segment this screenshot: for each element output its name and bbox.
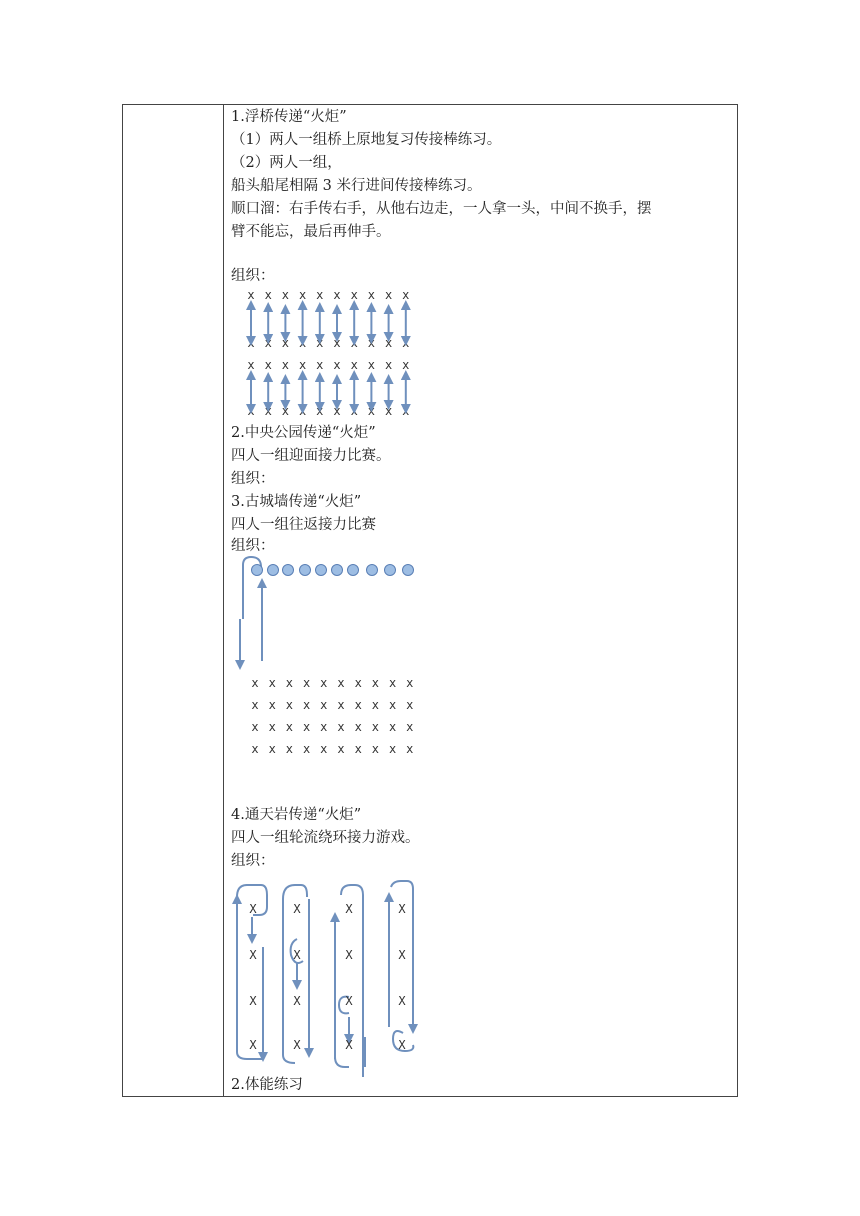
player-marker: x xyxy=(281,358,290,372)
player-marker: x xyxy=(316,404,324,418)
player-marker: x xyxy=(285,698,294,712)
player-marker: X xyxy=(293,948,301,962)
player-marker: x xyxy=(367,336,376,350)
player-marker: x xyxy=(388,676,397,690)
player-marker: x xyxy=(367,358,376,372)
pair-relay-diagram xyxy=(225,289,425,419)
player-marker: X xyxy=(398,948,406,962)
player-marker: x xyxy=(402,336,410,350)
player-marker: x xyxy=(247,336,255,350)
player-marker: x xyxy=(384,404,393,418)
player-marker: x xyxy=(354,742,362,756)
player-marker: x xyxy=(268,720,276,734)
player-marker: x xyxy=(264,358,272,372)
player-marker: X xyxy=(293,902,301,916)
player-marker: x xyxy=(337,742,345,756)
player-marker: x xyxy=(264,404,272,418)
player-marker: x xyxy=(350,404,358,418)
player-marker: X xyxy=(398,902,406,916)
player-marker: x xyxy=(367,288,376,302)
player-marker: x xyxy=(406,742,414,756)
player-marker: x xyxy=(285,742,294,756)
player-marker: x xyxy=(268,698,276,712)
player-marker: X xyxy=(249,902,257,916)
player-marker: x xyxy=(302,676,311,690)
player-marker: x xyxy=(247,404,255,418)
player-marker: x xyxy=(298,358,307,372)
player-marker: X xyxy=(345,994,353,1008)
player-marker: x xyxy=(302,742,311,756)
section2-title: 2.中央公园传递“火炬” xyxy=(231,425,376,441)
player-marker: x xyxy=(268,742,276,756)
player-marker: x xyxy=(354,720,362,734)
cone-marker xyxy=(367,565,378,576)
cone-marker xyxy=(403,565,414,576)
player-marker: x xyxy=(251,676,259,690)
player-marker: X xyxy=(293,994,301,1008)
player-marker: x xyxy=(371,720,380,734)
player-marker: x xyxy=(333,358,341,372)
player-marker: x xyxy=(247,288,255,302)
player-marker: x xyxy=(333,288,341,302)
player-marker: x xyxy=(298,404,307,418)
player-marker: X xyxy=(293,1038,301,1052)
player-marker: x xyxy=(388,742,397,756)
player-marker: x xyxy=(384,288,393,302)
player-marker: x xyxy=(298,336,307,350)
player-marker: x xyxy=(285,720,294,734)
section3-org-label: 组织： xyxy=(231,538,275,554)
player-marker: x xyxy=(371,698,380,712)
player-marker: x xyxy=(251,698,259,712)
player-marker: x xyxy=(333,404,341,418)
cone-marker xyxy=(385,565,396,576)
loop-relay-diagram xyxy=(225,877,445,1072)
player-marker: x xyxy=(251,720,259,734)
section2-org-label: 组织： xyxy=(231,471,275,487)
player-marker: x xyxy=(281,336,290,350)
section4-org-label: 组织： xyxy=(231,853,275,869)
player-marker: X xyxy=(249,994,257,1008)
player-marker: x xyxy=(350,358,358,372)
cone-marker xyxy=(332,565,343,576)
section1-step2a: （2）两人一组， xyxy=(231,155,342,171)
player-marker: X xyxy=(249,1038,257,1052)
player-marker: x xyxy=(406,676,414,690)
cone-marker xyxy=(268,565,279,576)
section1-rhyme-line1: 顺口溜：右手传右手，从他右边走，一人拿一头，中间不换手，摆 xyxy=(231,201,652,217)
player-marker: x xyxy=(406,698,414,712)
cone-marker xyxy=(348,565,359,576)
section1-title: 1.浮桥传递“火炬” xyxy=(231,109,347,125)
column-divider xyxy=(223,105,224,1096)
player-marker: x xyxy=(406,720,414,734)
player-marker: x xyxy=(316,358,324,372)
player-marker: x xyxy=(264,288,272,302)
section1-rhyme-line2: 臂不能忘，最后再伸手。 xyxy=(231,224,391,240)
player-marker: x xyxy=(388,720,397,734)
player-marker: X xyxy=(345,1038,353,1052)
player-marker: x xyxy=(281,288,290,302)
player-marker: x xyxy=(384,336,393,350)
player-marker: x xyxy=(320,676,328,690)
section4-desc: 四人一组轮流绕环接力游戏。 xyxy=(231,830,420,846)
player-marker: x xyxy=(333,336,341,350)
player-marker: x xyxy=(337,676,345,690)
player-marker: x xyxy=(388,698,397,712)
player-marker: x xyxy=(251,742,259,756)
player-marker: x xyxy=(316,288,324,302)
cone-marker xyxy=(316,565,327,576)
player-marker: x xyxy=(371,742,380,756)
shuttle-relay-diagram xyxy=(225,557,445,757)
player-marker: x xyxy=(371,676,380,690)
section1-step1: （1）两人一组桥上原地复习传接棒练习。 xyxy=(231,132,502,148)
section3-desc: 四人一组往返接力比赛 xyxy=(231,517,376,533)
player-marker: x xyxy=(350,288,358,302)
player-marker: x xyxy=(320,742,328,756)
player-marker: x xyxy=(285,676,294,690)
section4-title: 4.通天岩传递“火炬” xyxy=(231,807,362,823)
player-marker: x xyxy=(367,404,376,418)
cone-marker xyxy=(300,565,311,576)
player-marker: x xyxy=(316,336,324,350)
player-marker: x xyxy=(320,720,328,734)
player-marker: x xyxy=(337,720,345,734)
section5-title: 2.体能练习 xyxy=(231,1077,303,1093)
player-marker: X xyxy=(345,948,353,962)
player-marker: X xyxy=(398,1038,406,1052)
player-marker: X xyxy=(398,994,406,1008)
player-marker: x xyxy=(384,358,393,372)
section2-desc: 四人一组迎面接力比赛。 xyxy=(231,448,391,464)
player-marker: x xyxy=(264,336,272,350)
lesson-table xyxy=(122,104,738,1097)
player-marker: x xyxy=(247,358,255,372)
player-marker: x xyxy=(402,358,410,372)
player-marker: x xyxy=(402,404,410,418)
player-marker: X xyxy=(249,948,257,962)
section3-title: 3.古城墙传递“火炬” xyxy=(231,494,362,510)
cone-marker xyxy=(252,565,263,576)
player-marker: X xyxy=(345,902,353,916)
section1-org-label: 组织： xyxy=(231,268,275,284)
player-marker: x xyxy=(268,676,276,690)
player-marker: x xyxy=(320,698,328,712)
player-marker: x xyxy=(337,698,345,712)
section1-step2b: 船头船尾相隔 3 米行进间传接棒练习。 xyxy=(231,178,482,194)
player-marker: x xyxy=(350,336,358,350)
player-marker: x xyxy=(298,288,307,302)
player-marker: x xyxy=(354,698,362,712)
player-marker: x xyxy=(402,288,410,302)
cone-marker xyxy=(283,565,294,576)
player-marker: x xyxy=(302,698,311,712)
player-marker: x xyxy=(354,676,362,690)
player-marker: x xyxy=(302,720,311,734)
player-marker: x xyxy=(281,404,290,418)
